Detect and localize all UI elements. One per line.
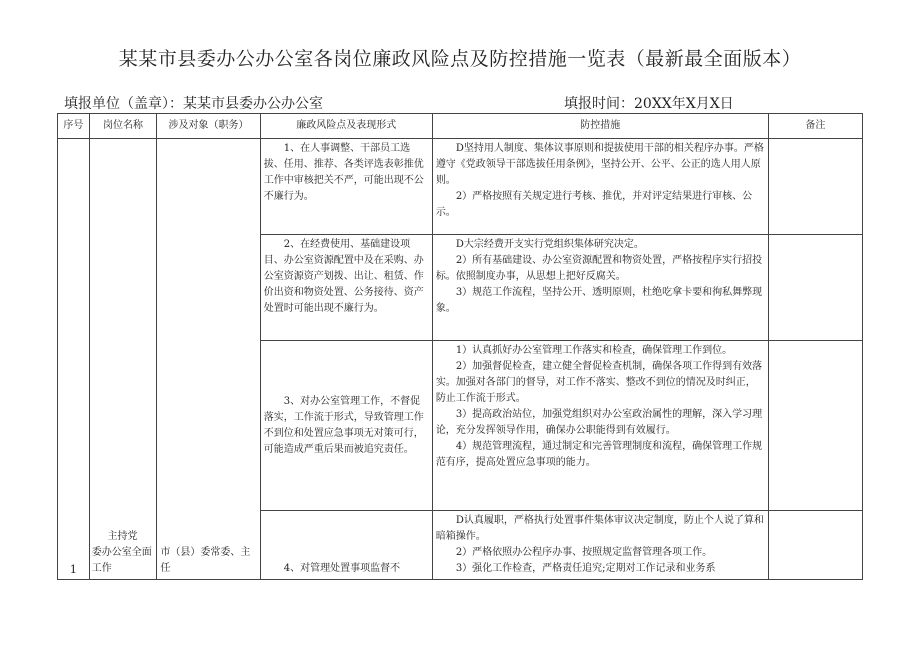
header-position: 岗位名称 bbox=[89, 114, 157, 139]
table-row bbox=[58, 139, 863, 235]
header-control: 防控措施 bbox=[432, 114, 768, 139]
control-item: 3）强化工作检查，严格责任追究;定期对工作记录和业务系 bbox=[455, 563, 716, 574]
control-item: 1）认真抓好办公室管理工作落实和检查，确保管理工作到位。 bbox=[455, 345, 733, 356]
control-item: 2）加强督促检查，建立健全督促检查机制，确保各项工作得到有效落实。加强对各部门的督导，对工作不落实、整改不到位的情况及时纠正，防止工作流于形式。 bbox=[435, 361, 763, 404]
reporting-time: 填报时间：20XX年X月X日 bbox=[564, 96, 734, 112]
involved-object: 市（县）委常委、主任 bbox=[157, 139, 260, 580]
position-line: 委办公室全面 bbox=[91, 547, 152, 558]
position-line: 工作 bbox=[91, 563, 112, 574]
control-item: 4）规范管理流程，通过制定和完善管理制度和流程，确保管理工作规范有序，提高处置应急事项的能力。 bbox=[435, 441, 763, 468]
note-cell bbox=[768, 341, 862, 511]
risk-point: 3、对办公室管理工作，不督促落实，工作流于形式，导致管理工作不到位和处置应急事项无对策可行，可能造成严重后果而被追究责任。 bbox=[260, 341, 432, 511]
control-measures bbox=[432, 511, 768, 580]
control-measures bbox=[432, 341, 768, 511]
row-number: 1 bbox=[58, 139, 90, 580]
control-item: 2）所有基础建设、办公室资源配置和物资处置，严格按程序实行招投标。依照制度办事，从思想上把好反腐关。 bbox=[435, 255, 763, 282]
header-risk: 廉政风险点及表现形式 bbox=[260, 114, 432, 139]
position-line: 主持党 bbox=[107, 531, 138, 542]
header-row bbox=[58, 114, 863, 139]
note-cell bbox=[768, 511, 862, 580]
control-item: 3）规范工作流程，坚持公开、透明原则，杜绝吃拿卡要和徇私舞弊现象。 bbox=[435, 287, 763, 314]
note-cell bbox=[768, 139, 862, 235]
header-note: 备注 bbox=[768, 114, 862, 139]
risk-point: 1、在人事调整、干部员工选拔、任用、推荐、各类评选表彰推优工作中审核把关不严，可能出现不公不廉行为。 bbox=[260, 139, 432, 235]
control-item: D坚持用人制度、集体议事原则和提拔使用干部的相关程序办事。严格遵守《党政领导干部选拔任用条例》，坚持公开、公平、公正的选人用人原则。 bbox=[435, 143, 764, 186]
control-item: 2）严格按照有关规定进行考核、推优，并对评定结果进行审核、公示。 bbox=[435, 191, 753, 218]
reporting-unit: 填报单位（盖章）：某某市县委办公办公室 bbox=[64, 96, 323, 112]
control-item: 2）严格依照办公程序办事、按照规定监督管理各项工作。 bbox=[455, 547, 713, 558]
risk-point: 2、在经费使用、基础建设项目、办公室资源配置中及在采购、办公室资源资产划拨、出让、租赁、作价出资和物资处置、公务接待、资产处置时可能出现不廉行为。 bbox=[260, 235, 432, 341]
control-item: D认真履职，严格执行处置事件集体审议决定制度，防止个人说了算和暗箱操作。 bbox=[435, 515, 764, 542]
control-measures bbox=[432, 235, 768, 341]
header-object: 涉及对象（职务） bbox=[157, 114, 260, 139]
risk-point: 4、对管理处置事项监督不 bbox=[260, 511, 432, 580]
position-name bbox=[89, 139, 157, 580]
note-cell bbox=[768, 235, 862, 341]
control-item: D大宗经费开支实行党组织集体研究决定。 bbox=[455, 239, 644, 250]
control-item: 3）提高政治站位，加强党组织对办公室政治属性的理解，深入学习理论，充分发挥领导作用，确保办公职能得到有效履行。 bbox=[435, 409, 763, 436]
control-measures bbox=[432, 139, 768, 235]
header-no: 序号 bbox=[58, 114, 90, 139]
risk-table bbox=[57, 113, 863, 580]
document-title: 某某市县委办公办公室各岗位廉政风险点及防控措施一览表（最新最全面版本） bbox=[118, 48, 802, 70]
